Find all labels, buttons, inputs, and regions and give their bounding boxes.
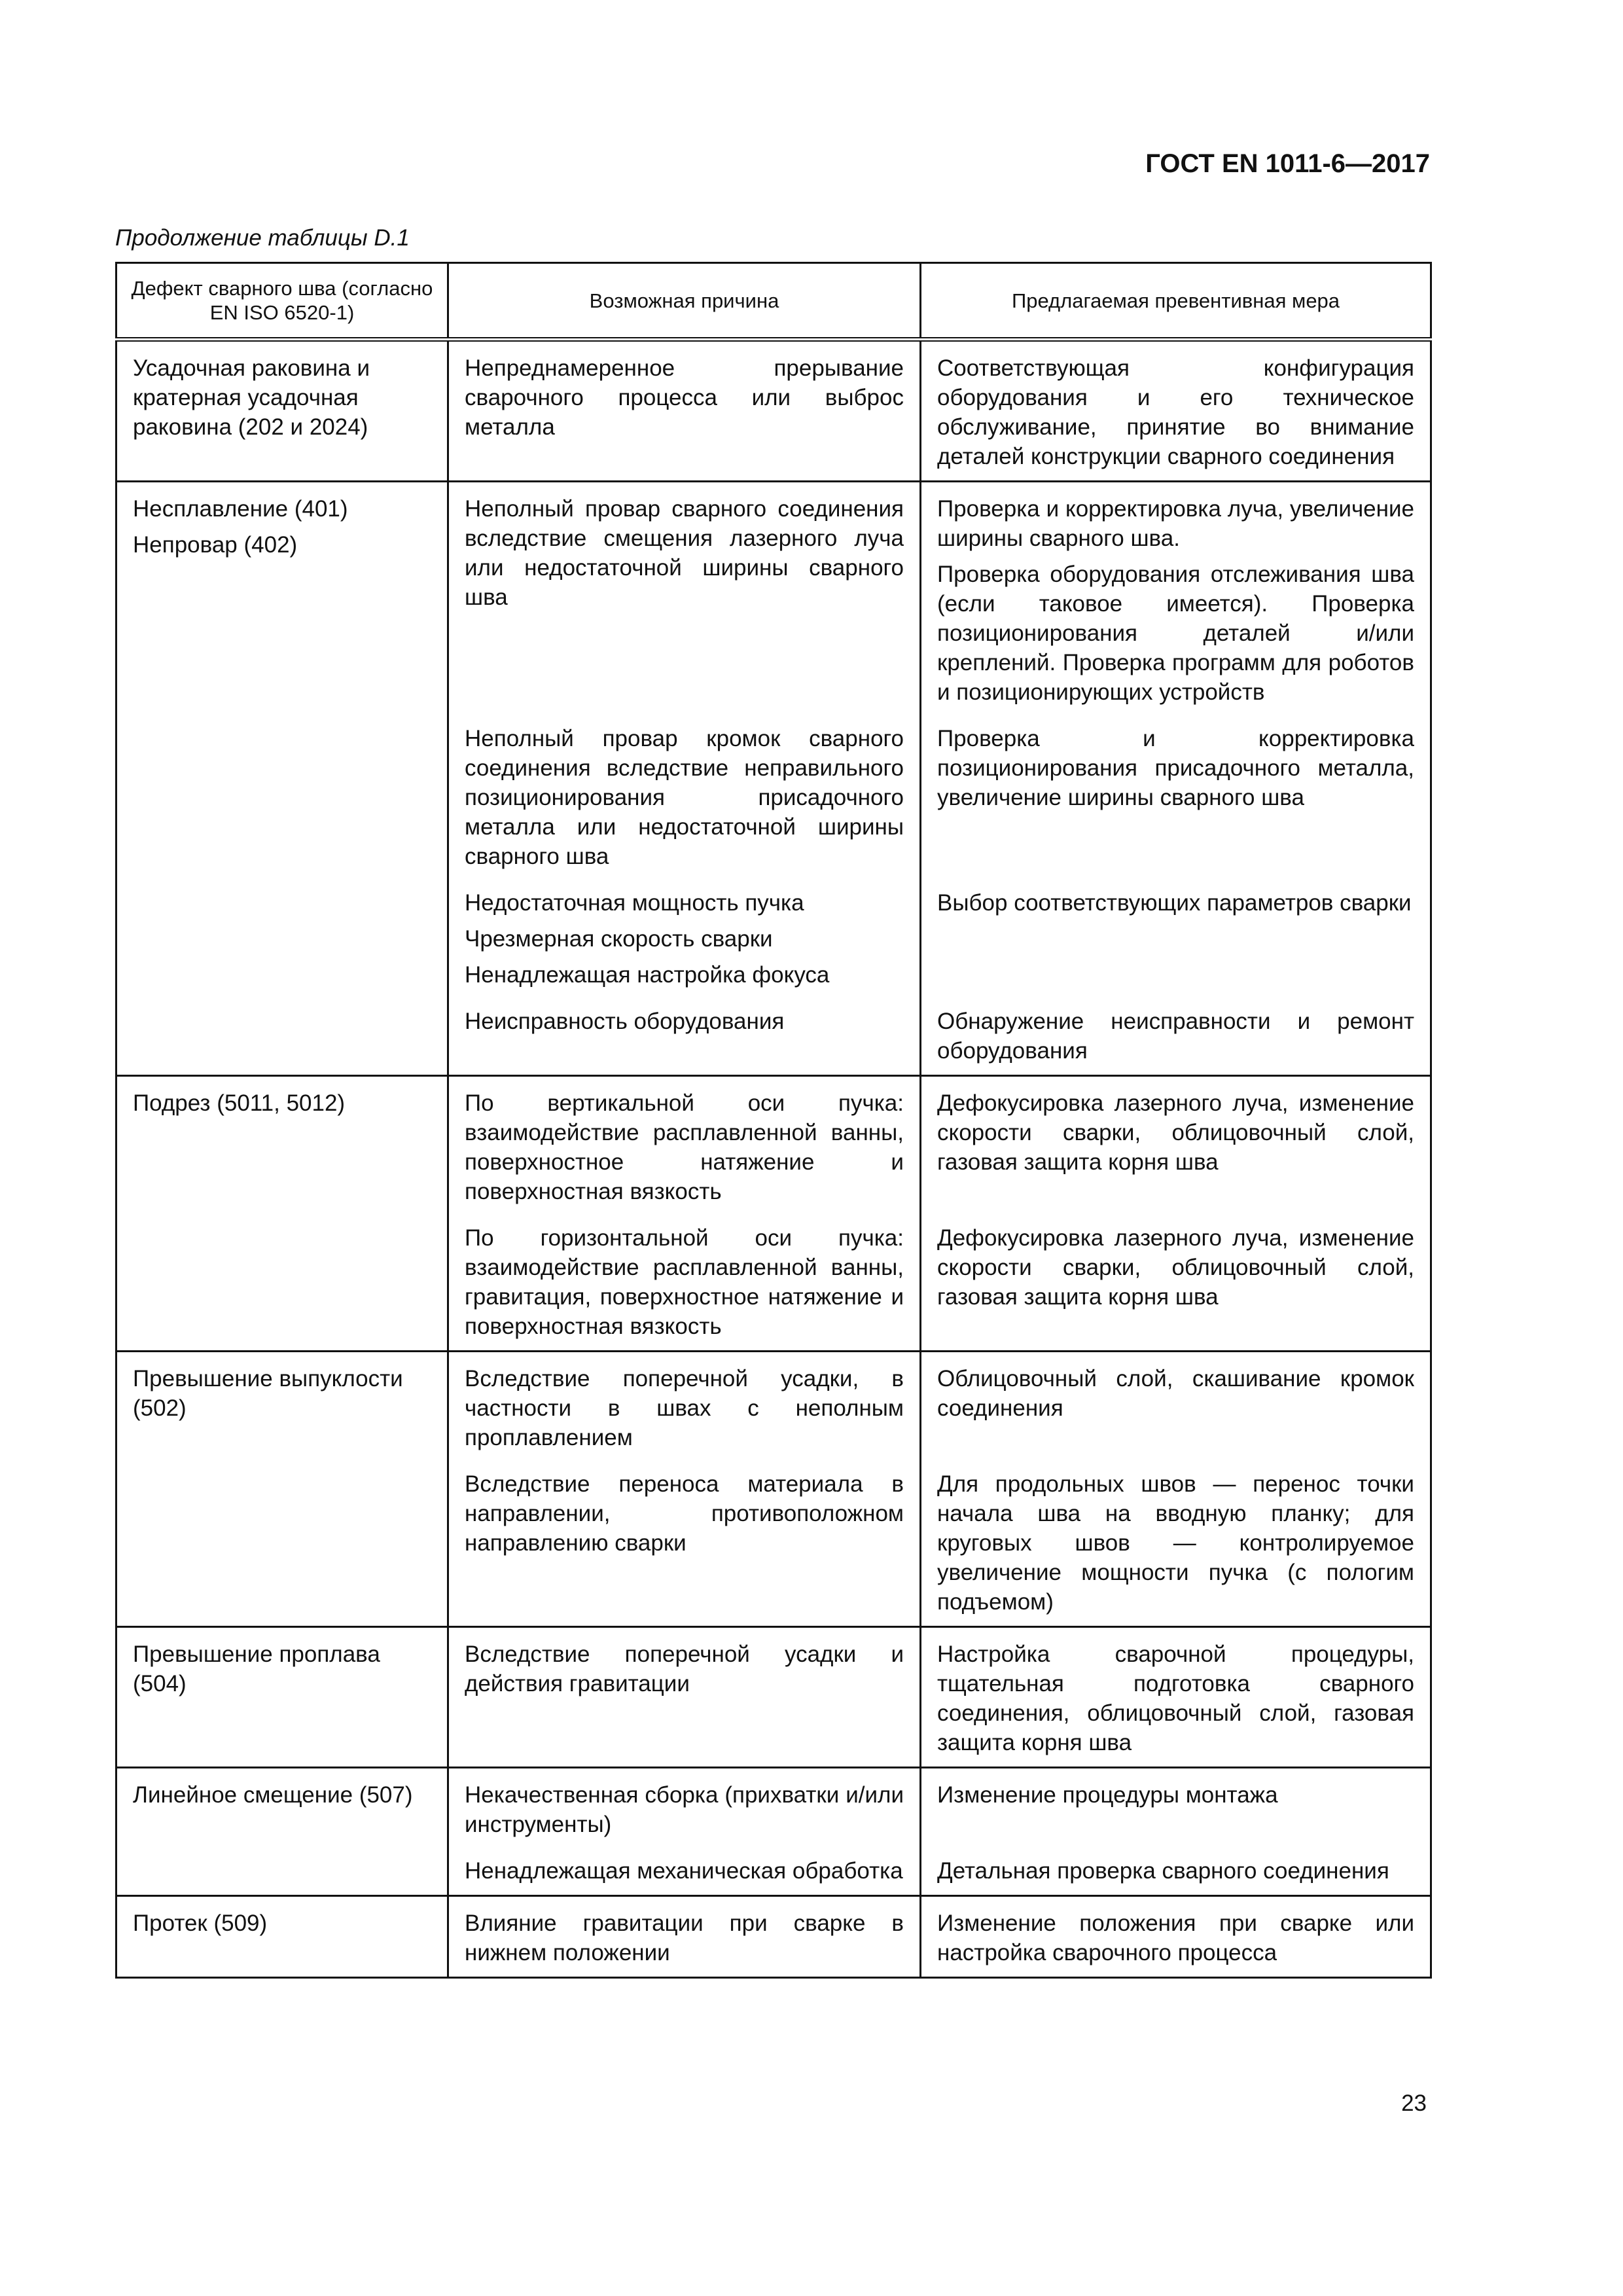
- cause-text: Неисправность оборудования: [465, 1009, 785, 1034]
- cause-cell: [448, 1076, 921, 1352]
- cause-text: Неполный провар кромок сварного соединения вследствие неправильного позиционирования присадочного металла или недостаточной ширины сварного шва: [465, 726, 904, 869]
- defect-cell: [116, 1896, 448, 1978]
- cause-text: Неполный провар сварного соединения вследствие смещения лазерного луча или недостаточной ширины сварного шва: [465, 496, 904, 610]
- cause-text: Непреднамеренное прерывание сварочного процесса или выброс металла: [465, 355, 904, 440]
- measure-block: [937, 494, 1414, 707]
- measure-text: Облицовочный слой, скашивание кромок соединения: [937, 1366, 1414, 1421]
- measure-cell: [921, 1076, 1431, 1352]
- column-header-defect: Дефект сварного шва (согласно EN ISO 6520-1): [116, 263, 448, 340]
- measure-cell: [921, 1768, 1431, 1896]
- measure-block: [937, 1364, 1414, 1452]
- cause-text: Ненадлежащая настройка фокуса: [465, 962, 830, 988]
- measure-block: [937, 1223, 1414, 1341]
- measure-text: Изменение процедуры монтажа: [937, 1782, 1278, 1808]
- defect-cell: [116, 482, 448, 1076]
- defect-cell: [116, 1768, 448, 1896]
- cause-cell: [448, 482, 921, 1076]
- cause-block: [465, 1469, 904, 1617]
- cause-text: Некачественная сборка (прихватки и/или инструменты): [465, 1782, 904, 1837]
- measure-block: [937, 1007, 1414, 1066]
- measure-block: [937, 1469, 1414, 1617]
- cause-cell: [448, 1627, 921, 1768]
- defects-table: [115, 262, 1432, 1979]
- measure-cell: [921, 1627, 1431, 1768]
- table-row: [116, 340, 1431, 482]
- cause-block: [465, 888, 904, 990]
- column-header-measure: Предлагаемая превентивная мера: [921, 263, 1431, 340]
- measure-block: [937, 1640, 1414, 1757]
- measure-block: [937, 1856, 1414, 1886]
- defect-name: Усадочная раковина и кратерная усадочная раковина (202 и 2024): [133, 355, 370, 440]
- defect-name: Протек (509): [133, 1910, 268, 1936]
- cause-block: [465, 1640, 904, 1757]
- cause-cell: [448, 340, 921, 482]
- cause-text: Вследствие поперечной усадки и действия гравитации: [465, 1641, 904, 1696]
- table-row: [116, 1627, 1431, 1768]
- measure-text: Обнаружение неисправности и ремонт оборудования: [937, 1009, 1414, 1064]
- cause-text: По горизонтальной оси пучка: взаимодействие расплавленной ванны, гравитация, поверхностное натяжение и поверхностная вязкость: [465, 1225, 904, 1339]
- cause-text: По вертикальной оси пучка: взаимодействие расплавленной ванны, поверхностное натяжение и поверхностная вязкость: [465, 1090, 904, 1204]
- defect-name: Превышение выпуклости (502): [133, 1366, 403, 1421]
- table-row: [116, 1352, 1431, 1627]
- cause-block: [465, 494, 904, 707]
- cause-block: [465, 1364, 904, 1452]
- measure-cell: [921, 340, 1431, 482]
- cause-text: Чрезмерная скорость сварки: [465, 926, 773, 952]
- cause-text: Вследствие поперечной усадки, в частности в швах с неполным проплавлением: [465, 1366, 904, 1450]
- measure-text: Дефокусировка лазерного луча, изменение скорости сварки, облицовочный слой, газовая защита корня шва: [937, 1225, 1414, 1310]
- column-header-cause: Возможная причина: [448, 263, 921, 340]
- defect-name: Подрез (5011, 5012): [133, 1090, 346, 1116]
- defect-cell: [116, 1076, 448, 1352]
- table-header-row: [116, 263, 1431, 340]
- cause-block: [465, 353, 904, 471]
- measure-block: [937, 888, 1414, 990]
- measure-text: Настройка сварочной процедуры, тщательная подготовка сварного соединения, облицовочный слой, газовая защита корня шва: [937, 1641, 1414, 1755]
- measure-cell: [921, 482, 1431, 1076]
- cause-text: Влияние гравитации при сварке в нижнем положении: [465, 1910, 904, 1965]
- cause-cell: [448, 1896, 921, 1978]
- cause-block: [465, 724, 904, 871]
- defect-name: Линейное смещение (507): [133, 1782, 413, 1808]
- defect-name: Превышение проплава (504): [133, 1641, 380, 1696]
- cause-cell: [448, 1768, 921, 1896]
- defect-name: Непровар (402): [133, 532, 298, 558]
- measure-block: [937, 1088, 1414, 1206]
- cause-block: [465, 1223, 904, 1341]
- defect-name: Несплавление (401): [133, 496, 348, 522]
- standard-designation: ГОСТ EN 1011-6—2017: [1145, 149, 1430, 178]
- cause-text: Недостаточная мощность пучка: [465, 890, 804, 916]
- measure-text: Детальная проверка сварного соединения: [937, 1858, 1389, 1884]
- measure-text: Соответствующая конфигурация оборудования и его техническое обслуживание, принятие во внимание деталей конструкции сварного соединения: [937, 355, 1414, 469]
- table-row: [116, 1768, 1431, 1896]
- cause-block: [465, 1909, 904, 1967]
- page-number: 23: [1401, 2090, 1427, 2116]
- cause-block: [465, 1780, 904, 1839]
- cause-text: Ненадлежащая механическая обработка: [465, 1858, 903, 1884]
- table-row: [116, 1076, 1431, 1352]
- defect-cell: [116, 340, 448, 482]
- measure-text: Выбор соответствующих параметров сварки: [937, 890, 1412, 916]
- table-row: [116, 1896, 1431, 1978]
- measure-block: [937, 353, 1414, 471]
- cause-cell: [448, 1352, 921, 1627]
- measure-cell: [921, 1896, 1431, 1978]
- defect-cell: [116, 1627, 448, 1768]
- measure-block: [937, 724, 1414, 871]
- defect-cell: [116, 1352, 448, 1627]
- measure-text: Проверка и корректировка луча, увеличение ширины сварного шва.: [937, 496, 1414, 551]
- measure-text: Изменение положения при сварке или настройка сварочного процесса: [937, 1910, 1414, 1965]
- cause-text: Вследствие переноса материала в направлении, противоположном направлению сварки: [465, 1471, 904, 1556]
- table-caption: Продолжение таблицы D.1: [115, 225, 410, 251]
- table-row: [116, 482, 1431, 1076]
- measure-block: [937, 1909, 1414, 1967]
- cause-block: [465, 1007, 904, 1066]
- measure-text: Дефокусировка лазерного луча, изменение скорости сварки, облицовочный слой, газовая защита корня шва: [937, 1090, 1414, 1175]
- cause-block: [465, 1856, 904, 1886]
- measure-text: Для продольных швов — перенос точки начала шва на вводную планку; для круговых швов — контролируемое увеличение мощности пучка (с пологим подъемом): [937, 1471, 1414, 1615]
- cause-block: [465, 1088, 904, 1206]
- measure-text: Проверка и корректировка позиционирования присадочного металла, увеличение ширины сварного шва: [937, 726, 1414, 810]
- measure-cell: [921, 1352, 1431, 1627]
- measure-block: [937, 1780, 1414, 1839]
- measure-text: Проверка оборудования отслеживания шва (если таковое имеется). Проверка позиционирования деталей и/или креплений. Проверка программ для роботов и позиционирующих устройств: [937, 562, 1414, 705]
